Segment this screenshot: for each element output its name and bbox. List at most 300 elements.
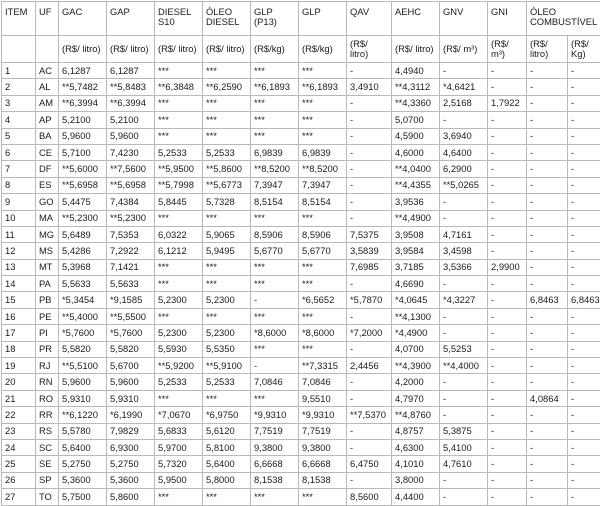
cell-item: 14	[2, 276, 36, 292]
cell-glp: **8,5200	[299, 161, 347, 177]
cell-gnv: -	[440, 390, 488, 406]
unit-header-gap: (R$/ litro)	[107, 36, 155, 63]
cell-item: 19	[2, 358, 36, 374]
cell-uf: ES	[36, 177, 59, 193]
cell-oleo-combustivel-kg: -	[568, 472, 600, 488]
cell-gac: 5,6400	[59, 439, 107, 455]
cell-aehc: 4,0700	[392, 341, 440, 357]
cell-oleo-combustivel-kg: -	[568, 423, 600, 439]
column-header-glp-p13: GLP (P13)	[251, 2, 299, 36]
table-row	[2, 358, 600, 374]
cell-glp-p13: ***	[251, 112, 299, 128]
cell-item: 21	[2, 390, 36, 406]
cell-diesel-s10: ***	[155, 112, 203, 128]
cell-diesel-s10: **5,7998	[155, 177, 203, 193]
cell-gni: -	[488, 439, 527, 455]
cell-oleo-combustivel-kg: -	[568, 210, 600, 226]
cell-gac: **5,5100	[59, 358, 107, 374]
cell-oleo-combustivel: -	[527, 177, 568, 193]
cell-oleo-combustivel: -	[527, 276, 568, 292]
cell-uf: MA	[36, 210, 59, 226]
cell-glp: ***	[299, 308, 347, 324]
cell-gac: 5,6489	[59, 226, 107, 242]
cell-diesel-s10: ***	[155, 210, 203, 226]
cell-oleo-diesel: 5,2533	[203, 374, 251, 390]
cell-gnv: **4,4000	[440, 358, 488, 374]
cell-oleo-diesel: **5,8600	[203, 161, 251, 177]
cell-oleo-diesel: **5,6773	[203, 177, 251, 193]
cell-gac: **5,6000	[59, 161, 107, 177]
unit-header-uf	[36, 36, 59, 63]
cell-gni: -	[488, 128, 527, 144]
cell-gnv: -	[440, 276, 488, 292]
cell-gni: -	[488, 63, 527, 79]
cell-qav: -	[347, 341, 392, 357]
cell-oleo-combustivel: 6,8463	[527, 292, 568, 308]
cell-oleo-combustivel-kg: -	[568, 439, 600, 455]
cell-gni: -	[488, 456, 527, 472]
cell-glp: ***	[299, 259, 347, 275]
cell-oleo-combustivel-kg: -	[568, 128, 600, 144]
fuel-price-table-container	[1, 1, 599, 500]
cell-gnv: -	[440, 407, 488, 423]
cell-gni: -	[488, 161, 527, 177]
table-row	[2, 423, 600, 439]
cell-oleo-combustivel: -	[527, 472, 568, 488]
column-header-item: ITEM	[2, 2, 36, 36]
cell-oleo-diesel: ***	[203, 63, 251, 79]
cell-gac: 5,4286	[59, 243, 107, 259]
cell-gni: -	[488, 390, 527, 406]
cell-gni: 2,9900	[488, 259, 527, 275]
cell-oleo-combustivel-kg: -	[568, 276, 600, 292]
cell-oleo-diesel: **6,2590	[203, 79, 251, 95]
cell-gac: **5,6958	[59, 177, 107, 193]
cell-gac: **5,2300	[59, 210, 107, 226]
cell-gni: 1,7922	[488, 95, 527, 111]
cell-uf: RJ	[36, 358, 59, 374]
cell-glp-p13: *9,9310	[251, 407, 299, 423]
column-header-qav: QAV	[347, 2, 392, 36]
cell-aehc: **4,3900	[392, 358, 440, 374]
cell-gni: -	[488, 210, 527, 226]
cell-gap: 5,9600	[107, 128, 155, 144]
cell-oleo-combustivel: -	[527, 358, 568, 374]
cell-oleo-combustivel: -	[527, 95, 568, 111]
cell-diesel-s10: *7,0670	[155, 407, 203, 423]
cell-gac: 5,5820	[59, 341, 107, 357]
cell-uf: AP	[36, 112, 59, 128]
cell-qav: **7,5370	[347, 407, 392, 423]
cell-oleo-combustivel-kg: 6,8463	[568, 292, 600, 308]
cell-gap: 5,5633	[107, 276, 155, 292]
cell-aehc: 4,8757	[392, 423, 440, 439]
unit-header-gac: (R$/ litro)	[59, 36, 107, 63]
table-row	[2, 112, 600, 128]
cell-diesel-s10: 5,2533	[155, 144, 203, 160]
cell-glp-p13: ***	[251, 308, 299, 324]
table-row	[2, 95, 600, 111]
cell-gnv: 5,4100	[440, 439, 488, 455]
cell-oleo-combustivel: -	[527, 489, 568, 505]
cell-gac: 5,2100	[59, 112, 107, 128]
cell-gnv: 5,3875	[440, 423, 488, 439]
cell-uf: RN	[36, 374, 59, 390]
cell-uf: RR	[36, 407, 59, 423]
cell-gap: 7,9829	[107, 423, 155, 439]
cell-uf: PB	[36, 292, 59, 308]
cell-item: 9	[2, 194, 36, 210]
cell-gni: -	[488, 308, 527, 324]
cell-qav: -	[347, 374, 392, 390]
cell-glp: 8,5906	[299, 226, 347, 242]
table-row	[2, 472, 600, 488]
column-header-aehc: AEHC	[392, 2, 440, 36]
cell-oleo-combustivel: -	[527, 161, 568, 177]
cell-oleo-diesel: 5,6120	[203, 423, 251, 439]
cell-glp: 7,0846	[299, 374, 347, 390]
cell-diesel-s10: 5,2300	[155, 292, 203, 308]
cell-qav: *7,2000	[347, 325, 392, 341]
cell-glp: 9,5510	[299, 390, 347, 406]
cell-gni: -	[488, 177, 527, 193]
cell-diesel-s10: 6,0322	[155, 226, 203, 242]
cell-diesel-s10: 5,5930	[155, 341, 203, 357]
cell-glp-p13: 7,7519	[251, 423, 299, 439]
cell-oleo-combustivel: -	[527, 308, 568, 324]
cell-aehc: **4,0400	[392, 161, 440, 177]
cell-gap: 5,9310	[107, 390, 155, 406]
cell-aehc: 4,7970	[392, 390, 440, 406]
cell-oleo-combustivel-kg: -	[568, 259, 600, 275]
cell-item: 24	[2, 439, 36, 455]
cell-gnv: -	[440, 472, 488, 488]
cell-gap: **5,8483	[107, 79, 155, 95]
column-header-glp: GLP	[299, 2, 347, 36]
cell-uf: AM	[36, 95, 59, 111]
cell-diesel-s10: 5,2300	[155, 325, 203, 341]
cell-uf: MT	[36, 259, 59, 275]
cell-uf: DF	[36, 161, 59, 177]
cell-diesel-s10: **5,9500	[155, 161, 203, 177]
cell-uf: PI	[36, 325, 59, 341]
unit-header-item	[2, 36, 36, 63]
table-row	[2, 63, 600, 79]
cell-uf: AC	[36, 63, 59, 79]
cell-glp: 9,3800	[299, 439, 347, 455]
cell-glp-p13: ***	[251, 276, 299, 292]
cell-gnv: -	[440, 112, 488, 128]
cell-aehc: **4,3360	[392, 95, 440, 111]
cell-diesel-s10: 5,7320	[155, 456, 203, 472]
cell-gni: -	[488, 79, 527, 95]
cell-uf: PA	[36, 276, 59, 292]
cell-gap: *6,1990	[107, 407, 155, 423]
cell-diesel-s10: 5,2533	[155, 374, 203, 390]
cell-gnv: 3,5366	[440, 259, 488, 275]
cell-oleo-combustivel: -	[527, 439, 568, 455]
cell-glp-p13: **8,5200	[251, 161, 299, 177]
cell-gnv: 4,6400	[440, 144, 488, 160]
column-header-gap: GAP	[107, 2, 155, 36]
cell-glp-p13: 7,0846	[251, 374, 299, 390]
cell-glp-p13: ***	[251, 489, 299, 505]
cell-oleo-combustivel: 4,0864	[527, 390, 568, 406]
cell-glp-p13: ***	[251, 390, 299, 406]
cell-gac: **5,7482	[59, 79, 107, 95]
cell-item: 6	[2, 144, 36, 160]
cell-uf: PR	[36, 341, 59, 357]
cell-item: 1	[2, 63, 36, 79]
cell-oleo-diesel: ***	[203, 128, 251, 144]
cell-gac: 5,5780	[59, 423, 107, 439]
cell-uf: MG	[36, 226, 59, 242]
cell-oleo-diesel: ***	[203, 112, 251, 128]
cell-gnv: -	[440, 325, 488, 341]
cell-item: 4	[2, 112, 36, 128]
cell-diesel-s10: **6,3848	[155, 79, 203, 95]
cell-diesel-s10: ***	[155, 128, 203, 144]
unit-header-glp: (R$/kg)	[299, 36, 347, 63]
cell-item: 8	[2, 177, 36, 193]
cell-gnv: -	[440, 210, 488, 226]
cell-uf: RS	[36, 423, 59, 439]
cell-glp-p13: **6,1893	[251, 79, 299, 95]
cell-oleo-combustivel-kg: -	[568, 308, 600, 324]
cell-gac: 6,1287	[59, 63, 107, 79]
cell-item: 12	[2, 243, 36, 259]
cell-oleo-combustivel: -	[527, 210, 568, 226]
unit-header-aehc: (R$/ litro)	[392, 36, 440, 63]
cell-glp-p13: 8,1538	[251, 472, 299, 488]
cell-gac: 5,7100	[59, 144, 107, 160]
cell-oleo-diesel: ***	[203, 308, 251, 324]
cell-diesel-s10: 6,1212	[155, 243, 203, 259]
cell-oleo-diesel: ***	[203, 489, 251, 505]
cell-gnv: -	[440, 489, 488, 505]
cell-glp-p13: ***	[251, 259, 299, 275]
cell-uf: AL	[36, 79, 59, 95]
cell-oleo-combustivel: -	[527, 456, 568, 472]
table-row	[2, 374, 600, 390]
cell-item: 7	[2, 161, 36, 177]
cell-glp: **6,1893	[299, 79, 347, 95]
cell-oleo-combustivel-kg: -	[568, 161, 600, 177]
cell-glp: 7,3947	[299, 177, 347, 193]
cell-qav: *5,7870	[347, 292, 392, 308]
cell-gap: 5,6700	[107, 358, 155, 374]
cell-glp: **7,3315	[299, 358, 347, 374]
cell-glp: ***	[299, 63, 347, 79]
cell-gni: -	[488, 325, 527, 341]
cell-glp-p13: *8,6000	[251, 325, 299, 341]
cell-gni: -	[488, 243, 527, 259]
cell-oleo-combustivel-kg: -	[568, 390, 600, 406]
cell-oleo-diesel: 5,7328	[203, 194, 251, 210]
table-row	[2, 325, 600, 341]
cell-qav: -	[347, 210, 392, 226]
cell-item: 3	[2, 95, 36, 111]
table-row	[2, 456, 600, 472]
cell-oleo-combustivel: -	[527, 144, 568, 160]
cell-oleo-diesel: 5,5350	[203, 341, 251, 357]
cell-diesel-s10: ***	[155, 259, 203, 275]
cell-aehc: 4,1010	[392, 456, 440, 472]
cell-glp-p13: 6,9839	[251, 144, 299, 160]
cell-gac: **6,1220	[59, 407, 107, 423]
cell-glp-p13: ***	[251, 63, 299, 79]
cell-item: 16	[2, 308, 36, 324]
cell-oleo-combustivel-kg: -	[568, 325, 600, 341]
table-row	[2, 292, 600, 308]
cell-oleo-combustivel: -	[527, 79, 568, 95]
cell-diesel-s10: ***	[155, 308, 203, 324]
table-row	[2, 226, 600, 242]
cell-glp-p13: ***	[251, 128, 299, 144]
cell-oleo-diesel: ***	[203, 259, 251, 275]
cell-aehc: 4,6690	[392, 276, 440, 292]
cell-aehc: 3,9536	[392, 194, 440, 210]
cell-gac: *5,7600	[59, 325, 107, 341]
cell-gap: 7,5353	[107, 226, 155, 242]
cell-glp: *6,5652	[299, 292, 347, 308]
cell-diesel-s10: 5,9700	[155, 439, 203, 455]
cell-gnv: 3,6940	[440, 128, 488, 144]
cell-oleo-combustivel: -	[527, 128, 568, 144]
cell-gap: 7,2922	[107, 243, 155, 259]
cell-gac: *5,3454	[59, 292, 107, 308]
header-row-units	[2, 36, 600, 63]
cell-oleo-combustivel-kg: -	[568, 341, 600, 357]
cell-gac: 5,2750	[59, 456, 107, 472]
cell-gac: **5,4000	[59, 308, 107, 324]
cell-diesel-s10: ***	[155, 489, 203, 505]
cell-item: 18	[2, 341, 36, 357]
cell-gap: **5,6958	[107, 177, 155, 193]
cell-oleo-diesel: ***	[203, 210, 251, 226]
cell-gap: 5,2750	[107, 456, 155, 472]
cell-gac: 5,3968	[59, 259, 107, 275]
cell-glp: 5,6770	[299, 243, 347, 259]
cell-oleo-combustivel: -	[527, 226, 568, 242]
cell-glp-p13: 8,5154	[251, 194, 299, 210]
cell-oleo-combustivel-kg: -	[568, 112, 600, 128]
cell-oleo-combustivel: -	[527, 259, 568, 275]
cell-oleo-combustivel-kg: -	[568, 407, 600, 423]
cell-gnv: 4,7161	[440, 226, 488, 242]
cell-gap: **6,3994	[107, 95, 155, 111]
cell-qav: -	[347, 63, 392, 79]
cell-gap: *5,7600	[107, 325, 155, 341]
cell-glp: 8,1538	[299, 472, 347, 488]
cell-glp: ***	[299, 128, 347, 144]
cell-glp: ***	[299, 276, 347, 292]
cell-oleo-diesel: 5,6400	[203, 456, 251, 472]
cell-gnv: **5,0265	[440, 177, 488, 193]
table-row	[2, 341, 600, 357]
column-header-diesel-s10: DIESEL S10	[155, 2, 203, 36]
cell-uf: SC	[36, 439, 59, 455]
unit-header-oleo-combustivel-kg: (R$/ Kg)	[568, 36, 600, 63]
header-row-names	[2, 2, 600, 36]
cell-item: 23	[2, 423, 36, 439]
cell-oleo-diesel: 5,2533	[203, 144, 251, 160]
cell-aehc: 3,8000	[392, 472, 440, 488]
cell-gap: 7,4230	[107, 144, 155, 160]
cell-gnv: *4,6421	[440, 79, 488, 95]
cell-glp-p13: 8,5906	[251, 226, 299, 242]
cell-glp: 8,5154	[299, 194, 347, 210]
cell-glp: ***	[299, 95, 347, 111]
cell-glp-p13: ***	[251, 95, 299, 111]
cell-gni: -	[488, 489, 527, 505]
table-header	[2, 2, 600, 63]
cell-gnv: 3,4598	[440, 243, 488, 259]
table-row	[2, 390, 600, 406]
cell-glp: ***	[299, 112, 347, 128]
cell-gap: **5,2300	[107, 210, 155, 226]
cell-gnv: -	[440, 63, 488, 79]
cell-glp-p13: ***	[251, 210, 299, 226]
column-header-gni: GNI	[488, 2, 527, 36]
cell-gac: 5,9600	[59, 374, 107, 390]
cell-gap: **5,5500	[107, 308, 155, 324]
cell-diesel-s10: 5,6833	[155, 423, 203, 439]
cell-oleo-combustivel: -	[527, 407, 568, 423]
cell-glp: 6,9839	[299, 144, 347, 160]
unit-header-gnv: (R$/ m³)	[440, 36, 488, 63]
cell-item: 27	[2, 489, 36, 505]
cell-qav: -	[347, 95, 392, 111]
table-row	[2, 308, 600, 324]
cell-qav: -	[347, 390, 392, 406]
table-row	[2, 194, 600, 210]
cell-glp-p13: 5,6770	[251, 243, 299, 259]
cell-item: 26	[2, 472, 36, 488]
cell-gni: -	[488, 144, 527, 160]
cell-oleo-combustivel-kg: -	[568, 144, 600, 160]
column-header-uf: UF	[36, 2, 59, 36]
cell-item: 22	[2, 407, 36, 423]
cell-oleo-diesel: ***	[203, 390, 251, 406]
cell-oleo-diesel: 5,8000	[203, 472, 251, 488]
cell-aehc: 4,2000	[392, 374, 440, 390]
cell-aehc: 3,9508	[392, 226, 440, 242]
cell-diesel-s10: ***	[155, 63, 203, 79]
table-row	[2, 439, 600, 455]
table-row	[2, 161, 600, 177]
cell-aehc: 3,7185	[392, 259, 440, 275]
cell-oleo-combustivel: -	[527, 423, 568, 439]
cell-oleo-diesel: 5,2300	[203, 325, 251, 341]
cell-glp-p13: 7,3947	[251, 177, 299, 193]
cell-gap: **7,5600	[107, 161, 155, 177]
cell-gap: 5,2100	[107, 112, 155, 128]
cell-oleo-combustivel-kg: -	[568, 63, 600, 79]
cell-qav: -	[347, 308, 392, 324]
cell-oleo-diesel: 5,9065	[203, 226, 251, 242]
cell-qav: 3,4910	[347, 79, 392, 95]
cell-glp-p13: -	[251, 292, 299, 308]
cell-item: 11	[2, 226, 36, 242]
cell-glp-p13: 9,3800	[251, 439, 299, 455]
unit-header-oleo-combustivel: (R$/ litro)	[527, 36, 568, 63]
cell-oleo-combustivel: -	[527, 325, 568, 341]
cell-gnv: -	[440, 308, 488, 324]
table-row	[2, 276, 600, 292]
cell-gni: -	[488, 472, 527, 488]
cell-oleo-combustivel: -	[527, 341, 568, 357]
